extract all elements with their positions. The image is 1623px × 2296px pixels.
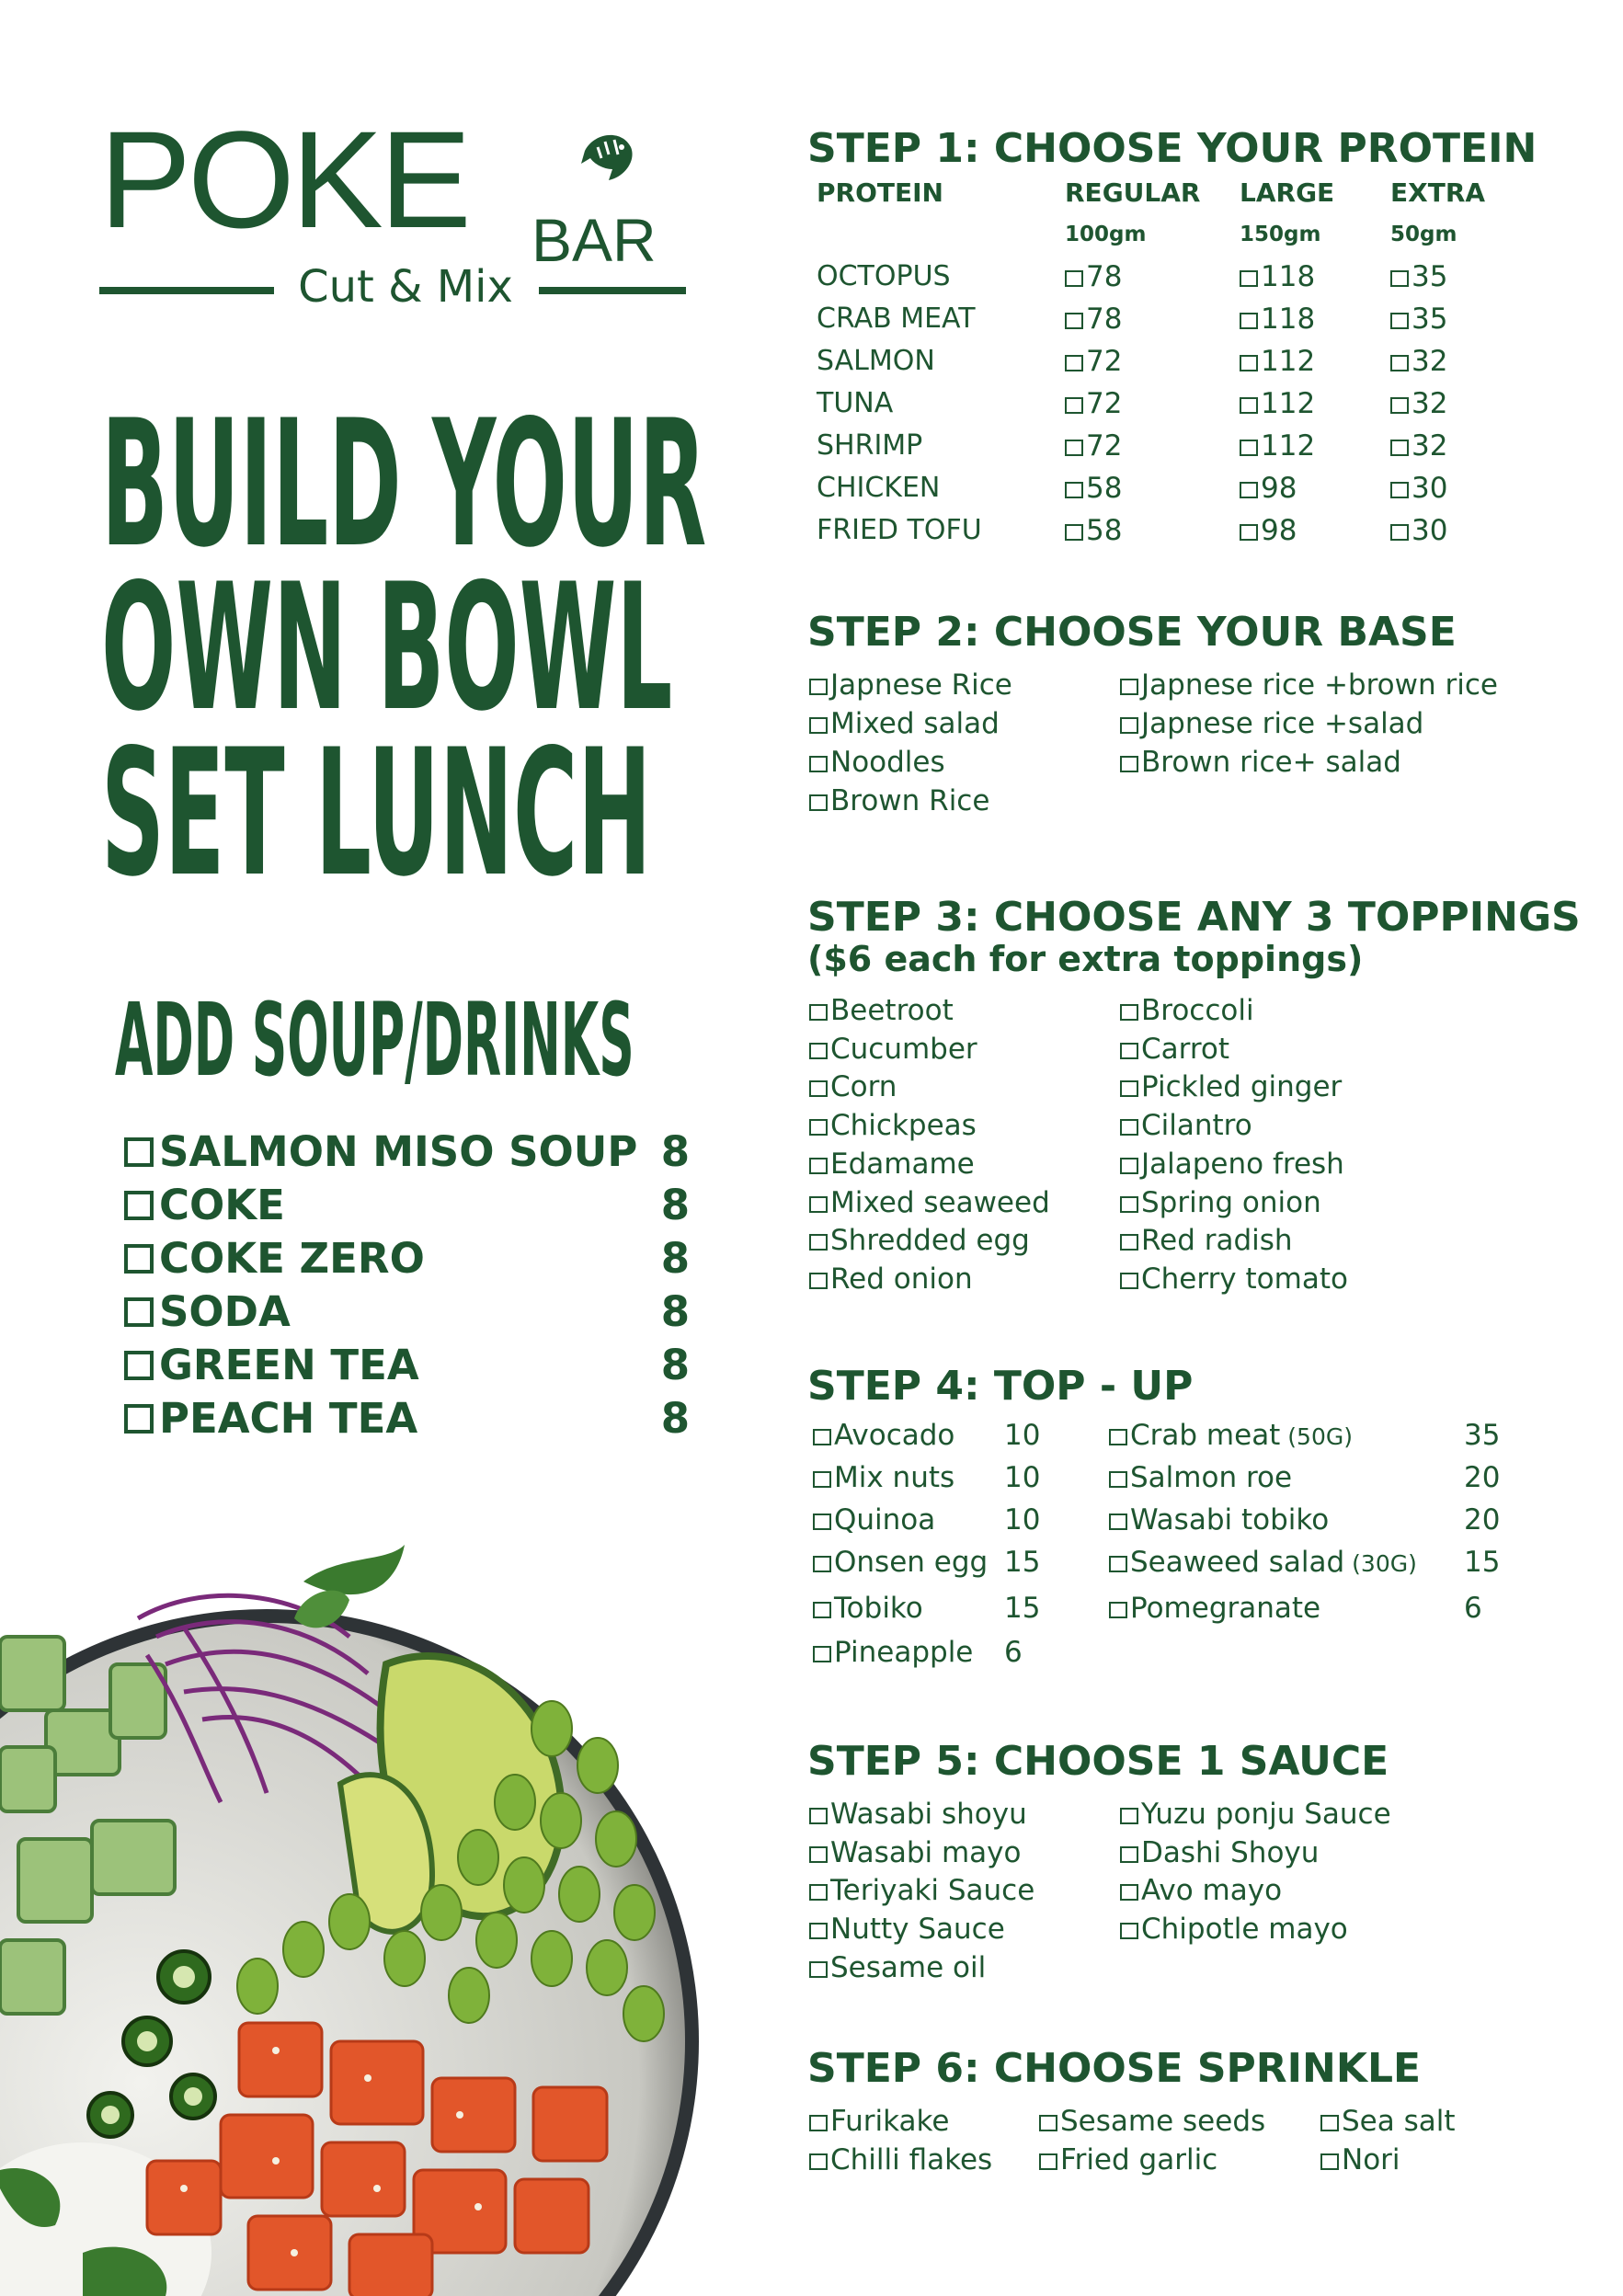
protein-extra-option[interactable]	[1390, 387, 1448, 420]
checkbox[interactable]	[1065, 440, 1083, 456]
option-label: 112	[1261, 387, 1316, 420]
tagline-rule-right	[539, 287, 686, 294]
checkbox[interactable]	[1065, 397, 1083, 414]
base-option[interactable]	[1120, 707, 1424, 740]
checkbox[interactable]	[809, 2153, 828, 2170]
option-label: 118	[1261, 260, 1316, 293]
soup-drink-row[interactable]	[124, 1287, 690, 1337]
topup-price: 15	[1004, 1592, 1041, 1625]
sauce-option[interactable]	[809, 1800, 1027, 1829]
protein-regular-option[interactable]	[1065, 305, 1122, 334]
checkbox[interactable]	[124, 1137, 154, 1167]
protein-extra-option[interactable]	[1390, 260, 1448, 293]
sprinkle-option[interactable]	[1320, 2143, 1400, 2176]
option-label: 112	[1261, 345, 1316, 378]
protein-large-option[interactable]	[1240, 514, 1297, 547]
table-header: REGULAR	[1065, 177, 1201, 208]
checkbox[interactable]	[1120, 1043, 1138, 1059]
topup-price: 10	[1004, 1503, 1041, 1536]
brand-suffix: BAR	[531, 206, 657, 274]
option-label: Sea salt	[1342, 2105, 1456, 2138]
sauce-option[interactable]	[809, 1913, 1005, 1947]
option-label: Quinoa	[834, 1503, 936, 1536]
option-label: Seaweed salad	[1130, 1546, 1345, 1579]
soup-drink-label: COKE	[159, 1181, 285, 1229]
protein-regular-option[interactable]	[1065, 260, 1123, 293]
topup-option[interactable]	[1109, 1419, 1353, 1452]
checkbox[interactable]	[809, 1196, 828, 1213]
checkbox[interactable]	[1390, 313, 1409, 329]
base-option[interactable]	[809, 748, 945, 777]
brand-logo	[99, 102, 688, 331]
soup-drink-label: COKE ZERO	[159, 1234, 425, 1283]
checkbox[interactable]	[1390, 482, 1409, 498]
sauce-option[interactable]	[1120, 1913, 1348, 1947]
topping-option[interactable]	[809, 1109, 977, 1143]
soup-drink-row[interactable]	[124, 1181, 690, 1230]
table-subheader: 100gm	[1065, 223, 1147, 246]
checkbox[interactable]	[1240, 524, 1258, 541]
checkbox[interactable]	[809, 717, 828, 734]
headline-line-3: SET LUNCH	[101, 712, 652, 915]
brand-name: POKE	[99, 102, 468, 257]
topping-option[interactable]	[1120, 1224, 1293, 1258]
checkbox[interactable]	[809, 1004, 828, 1021]
topup-price: 15	[1464, 1546, 1501, 1579]
topping-option[interactable]	[809, 1262, 973, 1296]
option-label: Japnese Rice	[830, 668, 1012, 702]
protein-regular-option[interactable]	[1065, 474, 1122, 503]
checkbox[interactable]	[809, 1119, 828, 1136]
base-option[interactable]	[1120, 668, 1498, 702]
topup-option[interactable]	[813, 1461, 955, 1494]
option-label: Teriyaki Sauce	[830, 1874, 1035, 1908]
table-subheader: 150gm	[1240, 223, 1321, 246]
topping-option[interactable]	[1120, 1070, 1343, 1104]
base-option[interactable]	[1120, 748, 1401, 777]
topup-weight-note: (30G)	[1344, 1550, 1417, 1577]
option-label: 30	[1412, 472, 1448, 505]
option-label: 32	[1412, 429, 1448, 463]
option-label: Salmon roe	[1130, 1461, 1293, 1494]
topping-option[interactable]	[809, 1185, 1050, 1219]
checkbox[interactable]	[1120, 1234, 1138, 1251]
protein-name: TUNA	[817, 387, 894, 419]
option-label: Cilantro	[1141, 1109, 1252, 1143]
checkbox[interactable]	[1120, 1080, 1138, 1097]
protein-name: SALMON	[817, 345, 935, 377]
option-label: 98	[1261, 514, 1297, 547]
checkbox[interactable]	[813, 1429, 831, 1445]
topup-option[interactable]	[813, 1636, 974, 1669]
option-label: 72	[1086, 387, 1123, 420]
option-label: 30	[1412, 514, 1448, 547]
protein-large-option[interactable]	[1240, 345, 1316, 378]
option-label: Mix nuts	[834, 1461, 955, 1494]
sauce-option[interactable]	[809, 1874, 1035, 1908]
soups-title: ADD SOUP/DRINKS	[115, 981, 634, 1099]
topping-option[interactable]	[1120, 1109, 1252, 1143]
topping-option[interactable]	[809, 1070, 897, 1104]
option-label: 98	[1261, 472, 1297, 505]
soup-drink-row[interactable]	[124, 1341, 690, 1390]
topup-price: 35	[1464, 1419, 1501, 1452]
topup-price: 10	[1004, 1461, 1041, 1494]
option-label: Pomegranate	[1130, 1592, 1321, 1625]
checkbox[interactable]	[809, 1884, 828, 1901]
checkbox[interactable]	[1120, 1846, 1138, 1863]
checkbox[interactable]	[809, 679, 828, 695]
topup-weight-note: (50G)	[1280, 1423, 1353, 1450]
option-label: 72	[1086, 429, 1123, 463]
tagline-rule-left	[99, 287, 274, 294]
option-label: 72	[1086, 345, 1123, 378]
option-label: Mixed salad	[830, 707, 1000, 740]
topup-price: 6	[1004, 1636, 1023, 1669]
checkbox[interactable]	[124, 1191, 154, 1220]
topup-option[interactable]	[1109, 1503, 1330, 1536]
option-label: Pineapple	[834, 1636, 974, 1669]
checkbox[interactable]	[809, 1961, 828, 1978]
checkbox[interactable]	[1240, 355, 1258, 371]
option-label: Avo mayo	[1141, 1874, 1283, 1908]
soup-drink-row[interactable]	[124, 1394, 690, 1444]
option-label: 58	[1086, 514, 1123, 547]
checkbox[interactable]	[813, 1646, 831, 1662]
option-label: Beetroot	[830, 994, 954, 1027]
checkbox[interactable]	[1390, 524, 1409, 541]
topping-option[interactable]	[1120, 1185, 1321, 1219]
step3-title: STEP 3: CHOOSE ANY 3 TOPPINGS	[807, 894, 1581, 941]
soup-drink-price: 8	[660, 1127, 690, 1176]
soup-drink-label: GREEN TEA	[159, 1341, 419, 1389]
option-label: Brown rice+ salad	[1141, 746, 1401, 779]
checkbox[interactable]	[1240, 482, 1258, 498]
option-label: Sesame seeds	[1060, 2105, 1266, 2138]
step3-subtitle: ($6 each for extra toppings)	[807, 939, 1364, 979]
checkbox[interactable]	[1120, 756, 1138, 772]
protein-large-option[interactable]	[1240, 305, 1315, 334]
topping-option[interactable]	[1120, 1147, 1344, 1181]
topup-option[interactable]	[813, 1419, 955, 1452]
option-label: Broccoli	[1141, 994, 1254, 1027]
step6-title: STEP 6: CHOOSE SPRINKLE	[807, 2045, 1422, 2092]
checkbox[interactable]	[809, 794, 828, 811]
base-option[interactable]	[809, 707, 1000, 740]
checkbox[interactable]	[809, 2115, 828, 2131]
checkbox[interactable]	[1065, 313, 1083, 329]
protein-name: CRAB MEAT	[817, 303, 976, 335]
checkbox[interactable]	[1120, 679, 1138, 695]
protein-regular-option[interactable]	[1065, 345, 1123, 378]
checkbox[interactable]	[809, 1080, 828, 1097]
topup-price: 20	[1464, 1503, 1501, 1536]
checkbox[interactable]	[1039, 2115, 1057, 2131]
checkbox[interactable]	[1109, 1556, 1127, 1572]
checkbox[interactable]	[809, 1043, 828, 1059]
checkbox[interactable]	[1240, 270, 1258, 287]
option-label: 112	[1261, 429, 1316, 463]
topup-option[interactable]	[1109, 1594, 1320, 1623]
option-label: 58	[1086, 472, 1123, 505]
option-label: Nutty Sauce	[830, 1913, 1005, 1947]
protein-extra-option[interactable]	[1390, 514, 1448, 547]
soup-drink-label: PEACH TEA	[159, 1394, 418, 1443]
soup-drink-price: 8	[660, 1234, 690, 1283]
topping-option[interactable]	[809, 1032, 977, 1066]
checkbox[interactable]	[1109, 1514, 1127, 1530]
checkbox[interactable]	[809, 1923, 828, 1939]
fish-icon	[577, 123, 642, 188]
table-header: PROTEIN	[817, 177, 943, 208]
sauce-option[interactable]	[809, 1835, 1022, 1869]
checkbox[interactable]	[1120, 1119, 1138, 1136]
checkbox[interactable]	[1120, 1273, 1138, 1289]
option-label: Chilli flakes	[830, 2143, 993, 2176]
step4-title: STEP 4: TOP - UP	[807, 1363, 1194, 1410]
table-header: EXTRA	[1390, 177, 1486, 208]
checkbox[interactable]	[1240, 313, 1258, 329]
checkbox[interactable]	[124, 1297, 154, 1327]
checkbox[interactable]	[809, 1273, 828, 1289]
soup-drink-row[interactable]	[124, 1234, 690, 1284]
topping-option[interactable]	[809, 994, 954, 1027]
option-label: Furikake	[830, 2105, 950, 2138]
soup-drink-label: SALMON MISO SOUP	[159, 1127, 638, 1176]
protein-large-option[interactable]	[1240, 387, 1316, 420]
option-label: Edamame	[830, 1147, 975, 1181]
protein-regular-option[interactable]	[1065, 387, 1123, 420]
checkbox[interactable]	[124, 1351, 154, 1380]
step5-title: STEP 5: CHOOSE 1 SAUCE	[807, 1738, 1389, 1785]
option-label: Noodles	[830, 746, 945, 779]
protein-extra-option[interactable]	[1390, 345, 1448, 378]
option-label: Dashi Shoyu	[1141, 1835, 1320, 1869]
checkbox[interactable]	[1039, 2153, 1057, 2170]
option-label: Sesame oil	[830, 1950, 987, 1984]
checkbox[interactable]	[1390, 270, 1409, 287]
checkbox[interactable]	[813, 1556, 831, 1572]
topping-option[interactable]	[1120, 994, 1254, 1027]
option-label: Fried garlic	[1060, 2143, 1218, 2176]
topping-option[interactable]	[1120, 1032, 1230, 1066]
option-label: 32	[1412, 387, 1448, 420]
option-label: Crab meat	[1130, 1419, 1281, 1452]
checkbox[interactable]	[1109, 1602, 1127, 1618]
checkbox[interactable]	[1240, 397, 1258, 414]
checkbox[interactable]	[1109, 1429, 1127, 1445]
option-label: Avocado	[834, 1419, 955, 1452]
step1-title: STEP 1: CHOOSE YOUR PROTEIN	[807, 125, 1537, 172]
soup-drink-price: 8	[660, 1287, 690, 1336]
checkbox[interactable]	[1240, 440, 1258, 456]
topup-price: 20	[1464, 1461, 1501, 1494]
option-label: Japnese rice +brown rice	[1141, 668, 1498, 702]
option-label: Mixed seaweed	[830, 1185, 1050, 1219]
topup-option[interactable]	[813, 1503, 936, 1536]
option-label: Tobiko	[834, 1592, 923, 1625]
checkbox[interactable]	[1120, 1923, 1138, 1939]
checkbox[interactable]	[809, 1846, 828, 1863]
option-label: Red radish	[1141, 1224, 1293, 1258]
protein-regular-option[interactable]	[1065, 514, 1123, 547]
option-label: Japnese rice +salad	[1141, 707, 1424, 740]
checkbox[interactable]	[1065, 482, 1083, 498]
checkbox[interactable]	[809, 1234, 828, 1251]
option-label: Corn	[830, 1070, 897, 1104]
topup-price: 15	[1004, 1546, 1041, 1579]
headline-line-2: OWN BOWL	[101, 546, 673, 749]
protein-name: OCTOPUS	[817, 260, 951, 292]
checkbox[interactable]	[813, 1602, 831, 1618]
sauce-option[interactable]	[1120, 1835, 1320, 1869]
checkbox[interactable]	[1065, 270, 1083, 287]
step2-title: STEP 2: CHOOSE YOUR BASE	[807, 609, 1457, 656]
checkbox[interactable]	[1390, 397, 1409, 414]
protein-name: SHRIMP	[817, 429, 923, 462]
protein-extra-option[interactable]	[1390, 305, 1447, 334]
checkbox[interactable]	[124, 1244, 154, 1274]
table-subheader: 50gm	[1390, 223, 1457, 246]
sprinkle-option[interactable]	[1320, 2105, 1456, 2138]
option-label: 35	[1412, 303, 1448, 336]
option-label: 118	[1261, 303, 1316, 336]
sprinkle-option[interactable]	[809, 2143, 993, 2176]
option-label: Brown Rice	[830, 784, 990, 817]
topup-option[interactable]	[1109, 1461, 1293, 1494]
base-option[interactable]	[809, 668, 1012, 702]
soup-drink-price: 8	[660, 1394, 690, 1443]
protein-large-option[interactable]	[1240, 429, 1316, 463]
topping-option[interactable]	[809, 1224, 1030, 1258]
protein-extra-option[interactable]	[1390, 429, 1448, 463]
checkbox[interactable]	[1065, 524, 1083, 541]
checkbox[interactable]	[809, 1158, 828, 1174]
option-label: 78	[1086, 303, 1123, 336]
topup-option[interactable]	[813, 1548, 988, 1577]
headline-line-1: BUILD YOUR	[101, 383, 707, 586]
topping-option[interactable]	[1120, 1262, 1348, 1296]
sauce-option[interactable]	[809, 1950, 987, 1984]
sprinkle-option[interactable]	[1039, 2143, 1218, 2176]
soup-drink-label: SODA	[159, 1287, 291, 1336]
sprinkle-option[interactable]	[809, 2105, 950, 2138]
checkbox[interactable]	[1120, 1884, 1138, 1901]
checkbox[interactable]	[1120, 717, 1138, 734]
protein-name: CHICKEN	[817, 472, 941, 504]
checkbox[interactable]	[809, 1808, 828, 1824]
poke-bowl-image	[0, 1526, 717, 2296]
protein-large-option[interactable]	[1240, 474, 1297, 503]
topup-option[interactable]	[813, 1594, 923, 1623]
option-label: Cherry tomato	[1141, 1262, 1348, 1296]
checkbox[interactable]	[124, 1404, 154, 1434]
checkbox[interactable]	[1109, 1471, 1127, 1488]
brand-tagline: Cut & Mix	[298, 261, 513, 313]
option-label: Wasabi mayo	[830, 1835, 1022, 1869]
soup-drink-row[interactable]	[124, 1127, 690, 1177]
option-label: Cucumber	[830, 1032, 977, 1066]
option-label: Yuzu ponju Sauce	[1141, 1798, 1391, 1831]
option-label: Pickled ginger	[1141, 1070, 1343, 1104]
option-label: Chipotle mayo	[1141, 1913, 1348, 1947]
checkbox[interactable]	[1065, 355, 1083, 371]
topup-option[interactable]	[1109, 1548, 1417, 1577]
checkbox[interactable]	[1390, 440, 1409, 456]
option-label: 35	[1412, 260, 1448, 293]
option-label: Wasabi tobiko	[1130, 1503, 1330, 1536]
option-label: Jalapeno fresh	[1141, 1147, 1344, 1181]
protein-large-option[interactable]	[1240, 260, 1316, 293]
checkbox[interactable]	[1320, 2115, 1339, 2131]
option-label: Onsen egg	[834, 1546, 989, 1579]
checkbox[interactable]	[1390, 355, 1409, 371]
checkbox[interactable]	[813, 1471, 831, 1488]
checkbox[interactable]	[809, 756, 828, 772]
topping-option[interactable]	[809, 1147, 975, 1181]
checkbox[interactable]	[1120, 1004, 1138, 1021]
option-label: 78	[1086, 260, 1123, 293]
option-label: 32	[1412, 345, 1448, 378]
option-label: Shredded egg	[830, 1224, 1030, 1258]
protein-extra-option[interactable]	[1390, 474, 1447, 503]
base-option[interactable]	[809, 784, 990, 817]
sprinkle-option[interactable]	[1039, 2105, 1266, 2138]
checkbox[interactable]	[1120, 1158, 1138, 1174]
option-label: Nori	[1342, 2143, 1400, 2176]
option-label: Spring onion	[1141, 1185, 1321, 1219]
checkbox[interactable]	[1120, 1196, 1138, 1213]
sauce-option[interactable]	[1120, 1874, 1283, 1908]
checkbox[interactable]	[1320, 2153, 1339, 2170]
checkbox[interactable]	[1120, 1808, 1138, 1824]
soup-drink-price: 8	[660, 1341, 690, 1389]
sauce-option[interactable]	[1120, 1800, 1391, 1829]
soup-drink-price: 8	[660, 1181, 690, 1229]
option-label: Chickpeas	[830, 1109, 977, 1143]
table-header: LARGE	[1240, 177, 1335, 208]
option-label: Wasabi shoyu	[830, 1798, 1027, 1831]
option-label: Red onion	[830, 1262, 973, 1296]
checkbox[interactable]	[813, 1514, 831, 1530]
protein-name: FRIED TOFU	[817, 514, 982, 546]
topup-price: 10	[1004, 1419, 1041, 1452]
protein-regular-option[interactable]	[1065, 429, 1123, 463]
topup-price: 6	[1464, 1592, 1482, 1625]
option-label: Carrot	[1141, 1032, 1230, 1066]
